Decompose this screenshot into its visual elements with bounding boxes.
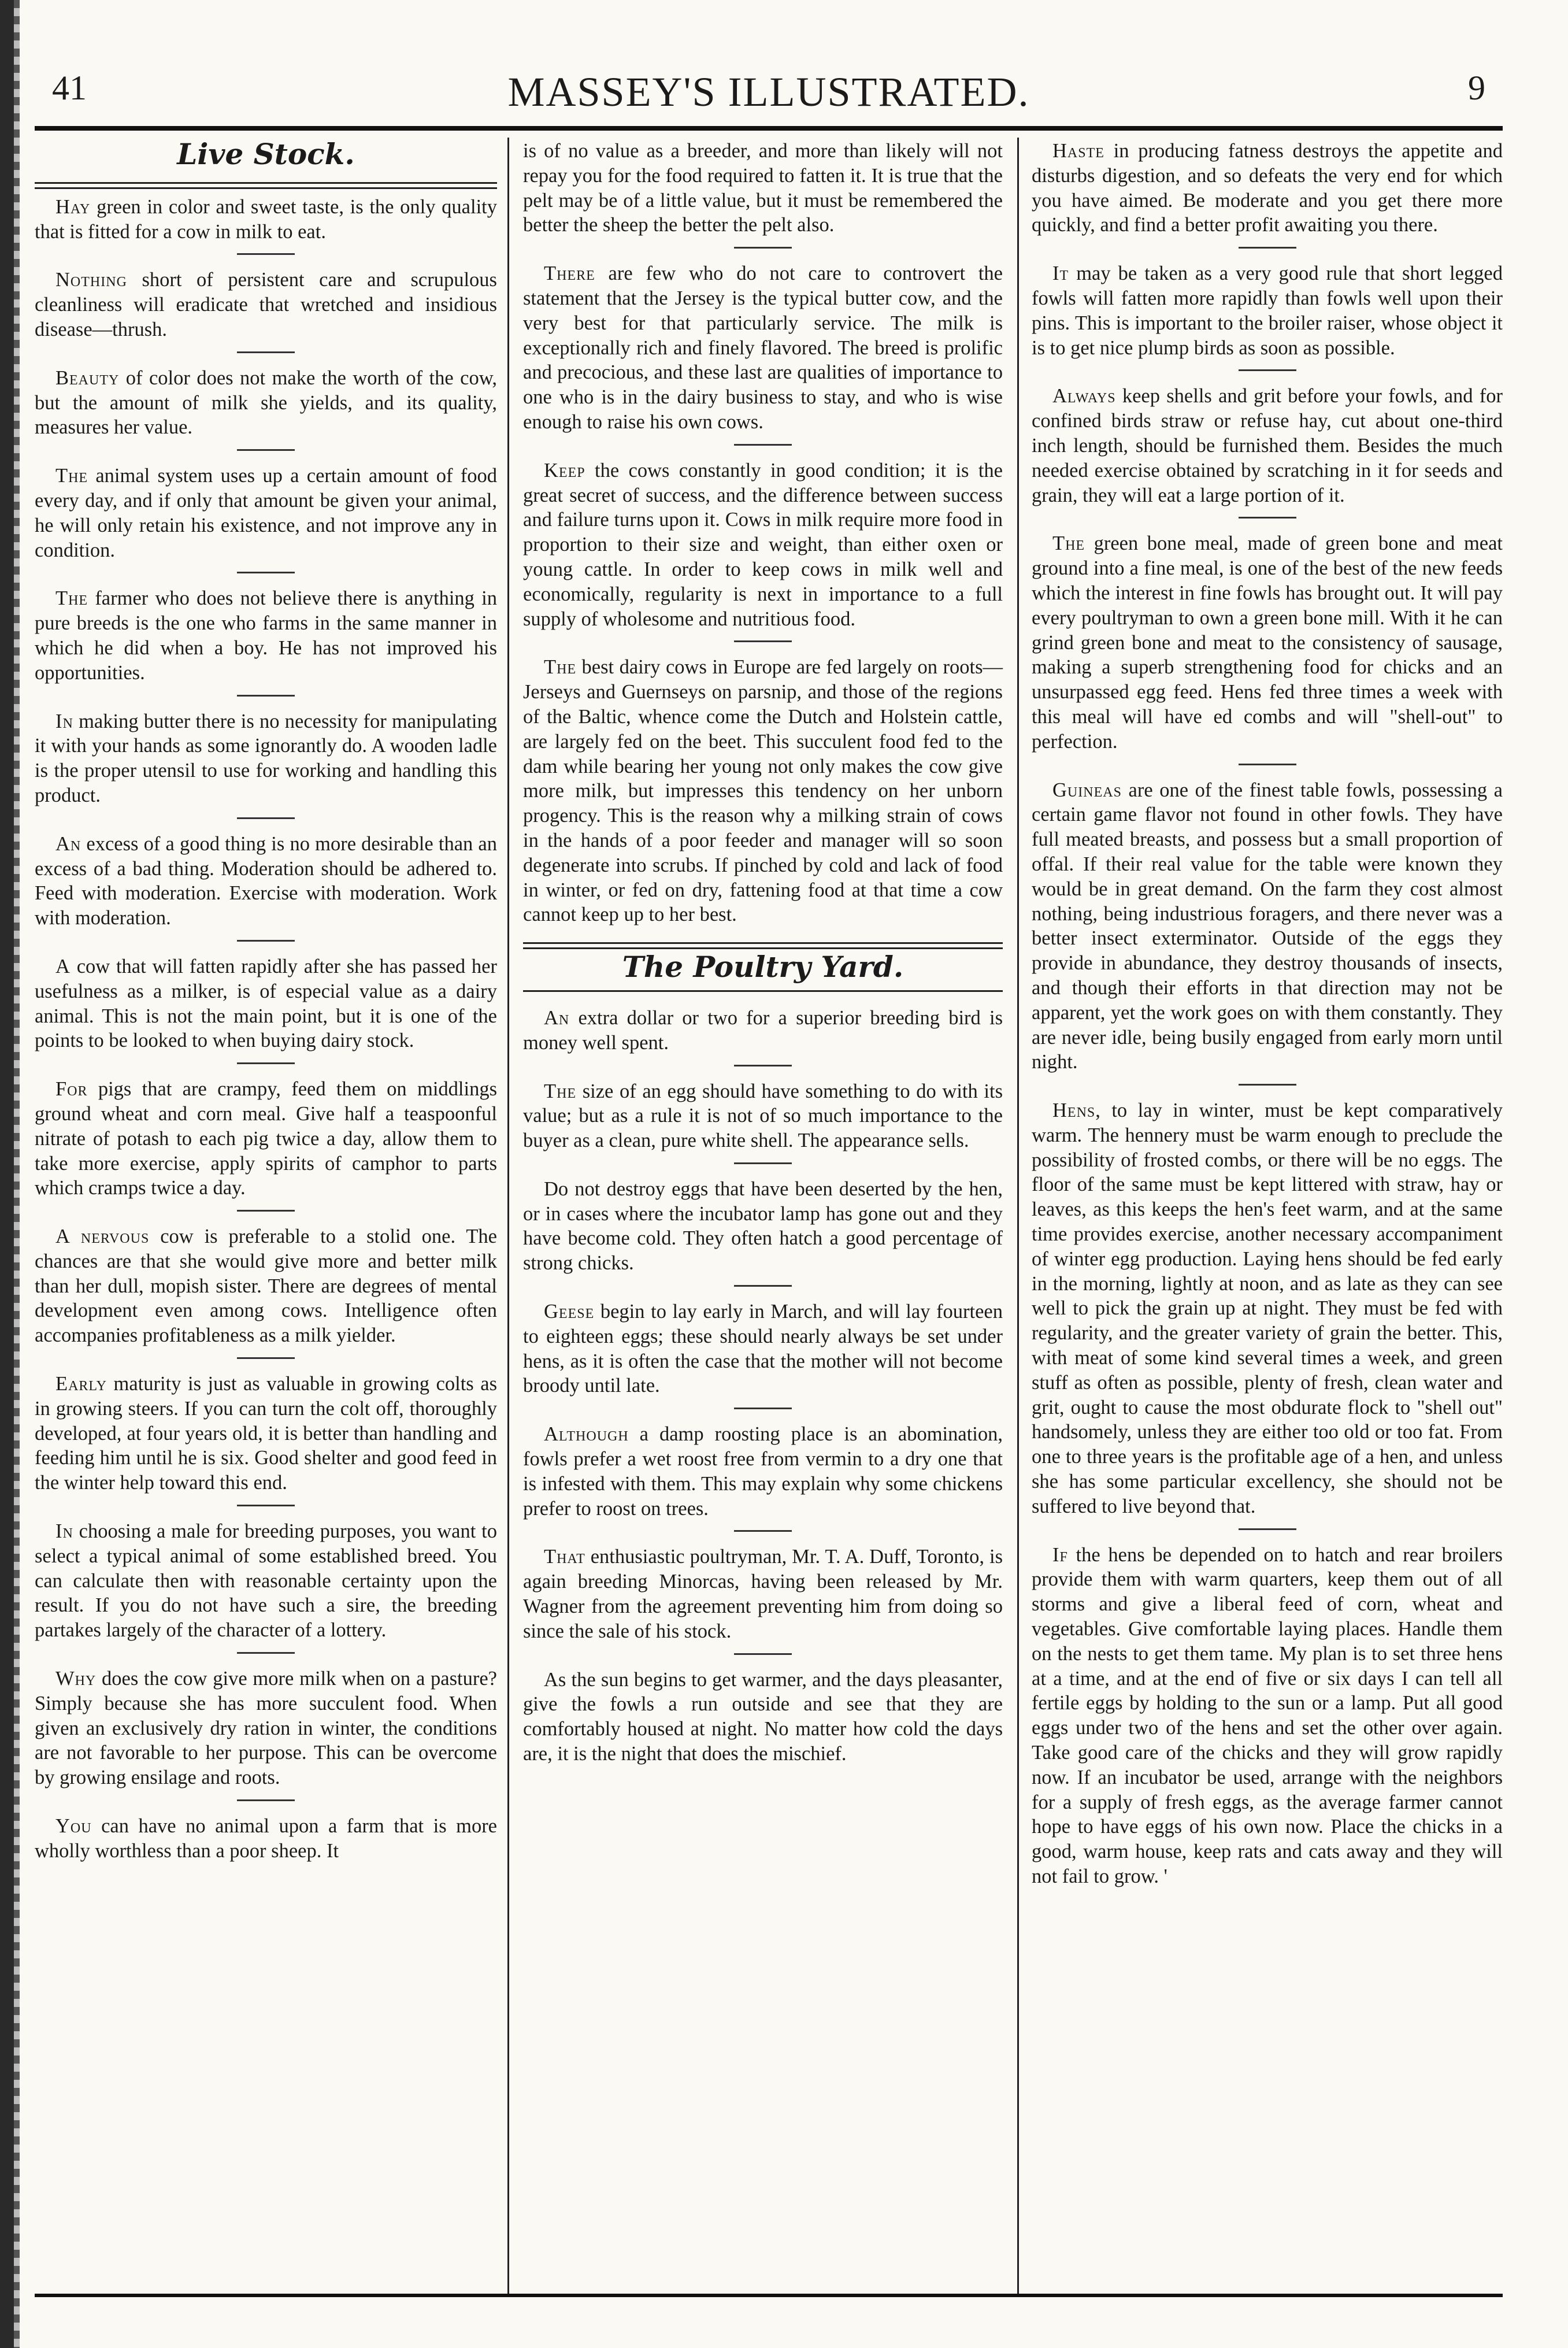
column-3 <box>1032 139 1503 1898</box>
article-paragraph: Do not destroy eggs that have been deserted by the hen, or in cases where the incubator lamp has gone out and they have become cold. They often hatch a good percentage of strong chicks. <box>523 1177 1003 1275</box>
binding-edge <box>0 0 14 2348</box>
separator <box>734 640 792 642</box>
article-paragraph: The animal system uses up a certain amount of food every day, and if only that amount be given your animal, he will only retain his existence, and not improve any in condition. <box>35 465 497 561</box>
column-divider <box>507 138 509 2294</box>
separator <box>1239 369 1296 371</box>
binding-stitching <box>14 0 20 2348</box>
separator <box>734 247 792 249</box>
separator <box>237 572 295 573</box>
separator <box>734 1285 792 1287</box>
section-heading-poultry-yard: The Poultry Yard. <box>622 950 904 984</box>
publication-title: MASSEY'S ILLUSTRATED. <box>507 69 1030 115</box>
separator <box>734 444 792 446</box>
section-rule <box>523 942 1003 949</box>
article-paragraph: Nothing short of persistent care and scrupulous cleanliness will eradicate that wretched and insidious disease—thrush. <box>35 269 497 340</box>
article-paragraph: Although a damp roosting place is an abomination, fowls prefer a wet roost free from vermin to a dry one that is infested with them. This may explain why some chickens prefer to roost on trees. <box>523 1423 1003 1520</box>
article-paragraph: Early maturity is just as valuable in growing colts as in growing steers. If you can turn the colt off, thoroughly developed, at four years old, it is better than handling and feeding him until he is six. Good shelter and good feed in the winter help toward this end. <box>35 1373 497 1494</box>
article-paragraph: The farmer who does not believe there is anything in pure breeds is the one who farms in the same manner in which he did when a boy. He has not improved his opportunities. <box>35 587 497 684</box>
separator <box>734 1530 792 1532</box>
page-number-left: 41 <box>52 69 87 107</box>
page-number-right: 9 <box>1468 69 1485 107</box>
article-paragraph: If the hens be depended on to hatch and rear broilers provide them with warm quarters, keep them out of all storms and give a liberal feed of corn, wheat and vegetables. Give comfortable laying places. Handle them on the nests to get them tame. My plan is to set three hens at a time, and at the end of five or six days I can tell all fertile eggs by holding to the sun or a lamp. Put all good eggs under two of the hens and set the other over again. Take good care of the chicks and they will grow rapidly now. If an incubator be used, arrange with the neighbors for a supply of fresh eggs, as the average farmer cannot hope to have eggs of his own now. Place the chicks in a good, warm house, keep rats and cats away and they will not fail to grow. ' <box>1032 1543 1503 1887</box>
separator <box>237 1505 295 1506</box>
article-paragraph: Haste in producing fatness destroys the appetite and disturbs digestion, and so defeats the very end for which you have aimed. Be moderate and you get there more quickly, and find a better profit awaiting you there. <box>1032 140 1503 236</box>
separator <box>1239 1528 1296 1530</box>
article-paragraph: It may be taken as a very good rule that short legged fowls will fatten more rapidly than fowls well upon their pins. This is important to the broiler raiser, whose object it is to get nice plump birds as soon as possible. <box>1032 262 1503 359</box>
article-paragraph: As the sun begins to get warmer, and the days pleasanter, give the fowls a run outside and see that they are comfortably housed at night. No matter how cold the days are, it is the night that does the mischief. <box>523 1668 1003 1765</box>
separator <box>237 1062 295 1064</box>
separator <box>237 1210 295 1212</box>
separator <box>734 1653 792 1655</box>
article-paragraph: Hay green in color and sweet taste, is the only quality that is fitted for a cow in milk to eat. <box>35 195 497 243</box>
article-paragraph: Keep the cows constantly in good condition; it is the great secret of success, and the difference between success and failure turns upon it. Cows in milk require more food in proportion to their size and weight, than either oxen or young cattle. In order to keep cows in milk well and economically, regularity is next in importance to a full supply of wholesome and nutritious food. <box>523 459 1003 630</box>
separator <box>1239 1084 1296 1086</box>
column-2 <box>523 139 1003 1776</box>
article-paragraph: Guineas are one of the finest table fowls, possessing a certain game flavor not found in other fowls. They have full meated breasts, and possess but a small proportion of offal. If their real value for the table were known they would be in great demand. On the farm they cost almost nothing, being industrious foragers, and there never was a better insect exterminator. Outside of the eggs they provide in abundance, they destroy thousands of insects, and though their efforts in that direction may not be apparent, yet the work goes on with them constantly. They are never idle, being busily engaged from early morn until night. <box>1032 779 1503 1073</box>
separator <box>1239 764 1296 765</box>
article-paragraph: There are few who do not care to controvert the statement that the Jersey is the typical butter cow, and the very best for that particularly service. The milk is exceptionally rich and finely flavored. The breed is prolific and precocious, and these last are qualities of importance to one who is in the dairy business to stay, and who is wise enough to raise his own cows. <box>523 262 1003 433</box>
article-paragraph: Why does the cow give more milk when on a pasture? Simply because she has more succulent food. When given an exclusively dry ration in winter, the conditions are not favorable to her purpose. This can be overcome by growing ensilage and roots. <box>35 1668 497 1789</box>
article-paragraph: Geese begin to lay early in March, and will lay fourteen to eighteen eggs; these should nearly always be set under hens, as it is often the case that the mother will not become broody until late. <box>523 1301 1003 1397</box>
article-paragraph: Hens, to lay in winter, must be kept comparatively warm. The hennery must be warm enough to preclude the possibility of frosted combs, or there will be no eggs. The floor of the same must be kept littered with straw, hay or leaves, as this keeps the hen's feet warm, and at the same time provides exercise, another necessary accompaniment of winter egg production. Laying hens should be fed early in the morning, lightly at noon, and as late as they can see well to pick the grain up at night. They must be fed with regularity, and the greater variety of grain the better. This, with meat of some kind several times a week, and green stuff as often as possible, plenty of fresh, clean water and grit, ought to cause the most obdurate flock to "shell out" handsomely, unless they are either too old or too fat. From one to three years is the profitable age of a hen, and unless she has some particular excellency, she should not be suffered to live beyond that. <box>1032 1099 1503 1517</box>
page-header <box>35 68 1503 120</box>
separator <box>1239 517 1296 519</box>
article-paragraph: In choosing a male for breeding purposes, you want to select a typical animal of some established breed. You can calculate then with reasonable certainty upon the result. If you do not have such a sire, the breeding partakes largely of the character of a lottery. <box>35 1520 497 1642</box>
article-paragraph: Always keep shells and grit before your fowls, and for confined birds straw or refuse hay, cut about one-third inch length, should be furnished them. Besides the much needed exercise obtained by scratching in it for seeds and grain, they will eat a large portion of it. <box>1032 385 1503 506</box>
footer-rule <box>35 2294 1503 2297</box>
article-paragraph: An excess of a good thing is no more desirable than an excess of a bad thing. Moderation should be adhered to. Feed with moderation. Exercise with moderation. Work with moderation. <box>35 832 497 929</box>
article-paragraph: A cow that will fatten rapidly after she has passed her usefulness as a milker, is of especial value as a dairy animal. This is not the main point, but it is one of the points to be looked to when buying dairy stock. <box>35 955 497 1052</box>
separator <box>237 695 295 697</box>
article-paragraph: Beauty of color does not make the worth of the cow, but the amount of milk she yields, and its quality, measures her value. <box>35 366 497 439</box>
article-paragraph: The size of an egg should have something to do with its value; but as a rule it is not of so much importance to the buyer as a clean, pure white shell. The appearance sells. <box>523 1080 1003 1152</box>
section-heading-live-stock: Live Stock. <box>177 137 355 171</box>
article-paragraph: is of no value as a breeder, and more than likely will not repay you for the food required to fatten it. It is true that the pelt may be of a little value, but it must be remembered the better the sheep the better the pelt also. <box>523 140 1003 236</box>
article-paragraph: For pigs that are crampy, feed them on middlings ground wheat and corn meal. Give half a teaspoonful nitrate of potash to each pig twice a day, allow them to take more exercise, apply spirits of camphor to parts which cramps twice a day. <box>35 1078 497 1199</box>
separator <box>734 1408 792 1409</box>
article-paragraph: An extra dollar or two for a superior breeding bird is money well spent. <box>523 1006 1003 1054</box>
column-divider <box>1017 138 1019 2294</box>
separator <box>237 817 295 819</box>
article-paragraph: A nervous cow is preferable to a stolid one. The chances are that she would give more and better milk than her dull, mopish sister. There are degrees of mental development even among cows. Intelligence often accompanies profitableness as a milk yielder. <box>35 1225 497 1347</box>
separator <box>734 1162 792 1164</box>
heading-rule <box>523 990 1003 992</box>
header-rule <box>35 126 1503 131</box>
column-1 <box>35 139 497 1873</box>
separator <box>237 1357 295 1359</box>
separator <box>734 1065 792 1066</box>
article-paragraph: That enthusiastic poultryman, Mr. T. A. Duff, Toronto, is again breeding Minorcas, having been released by Mr. Wagner from the agreement preventing him from doing so since the sale of his stock. <box>523 1546 1003 1642</box>
separator <box>237 940 295 942</box>
heading-rule <box>35 182 497 189</box>
article-paragraph: In making butter there is no necessity for manipulating it with your hands as some ignorantly do. A wooden ladle is the proper utensil to use for working and handling this product. <box>35 710 497 806</box>
article-paragraph: You can have no animal upon a farm that is more wholly worthless than a poor sheep. It <box>35 1815 497 1862</box>
separator <box>237 1799 295 1801</box>
separator <box>237 1652 295 1654</box>
separator <box>237 351 295 353</box>
separator <box>1239 247 1296 249</box>
article-paragraph: The green bone meal, made of green bone and meat ground into a fine meal, is one of the best of the new feeds which the interest in fine fowls has brought out. It will pay every poultryman to own a green bone mill. With it he can grind green bone and meat to the consistency of sausage, making a superb strengthening food for chicks and an unsurpassed egg feed. Hens fed three times a week with this meal will have ed combs and will "shell-out" to perfection. <box>1032 532 1503 753</box>
article-paragraph: The best dairy cows in Europe are fed largely on roots—Jerseys and Guernseys on parsnip, and those of the regions of the Baltic, whence come the Dutch and Holstein cattle, are largely fed on the beet. This succulent food fed to the dam while bearing her young not only makes the cow give more milk, but impresses this tendency on her unborn progency. This is the reason why a milking strain of cows in the hands of a poor feeder and manager will so soon degenerate into scrubs. If pinched by cold and lack of food in winter, or fed on dry, fattening food at that time a cow cannot keep up to her best. <box>523 656 1003 926</box>
separator <box>237 253 295 255</box>
separator <box>237 449 295 451</box>
